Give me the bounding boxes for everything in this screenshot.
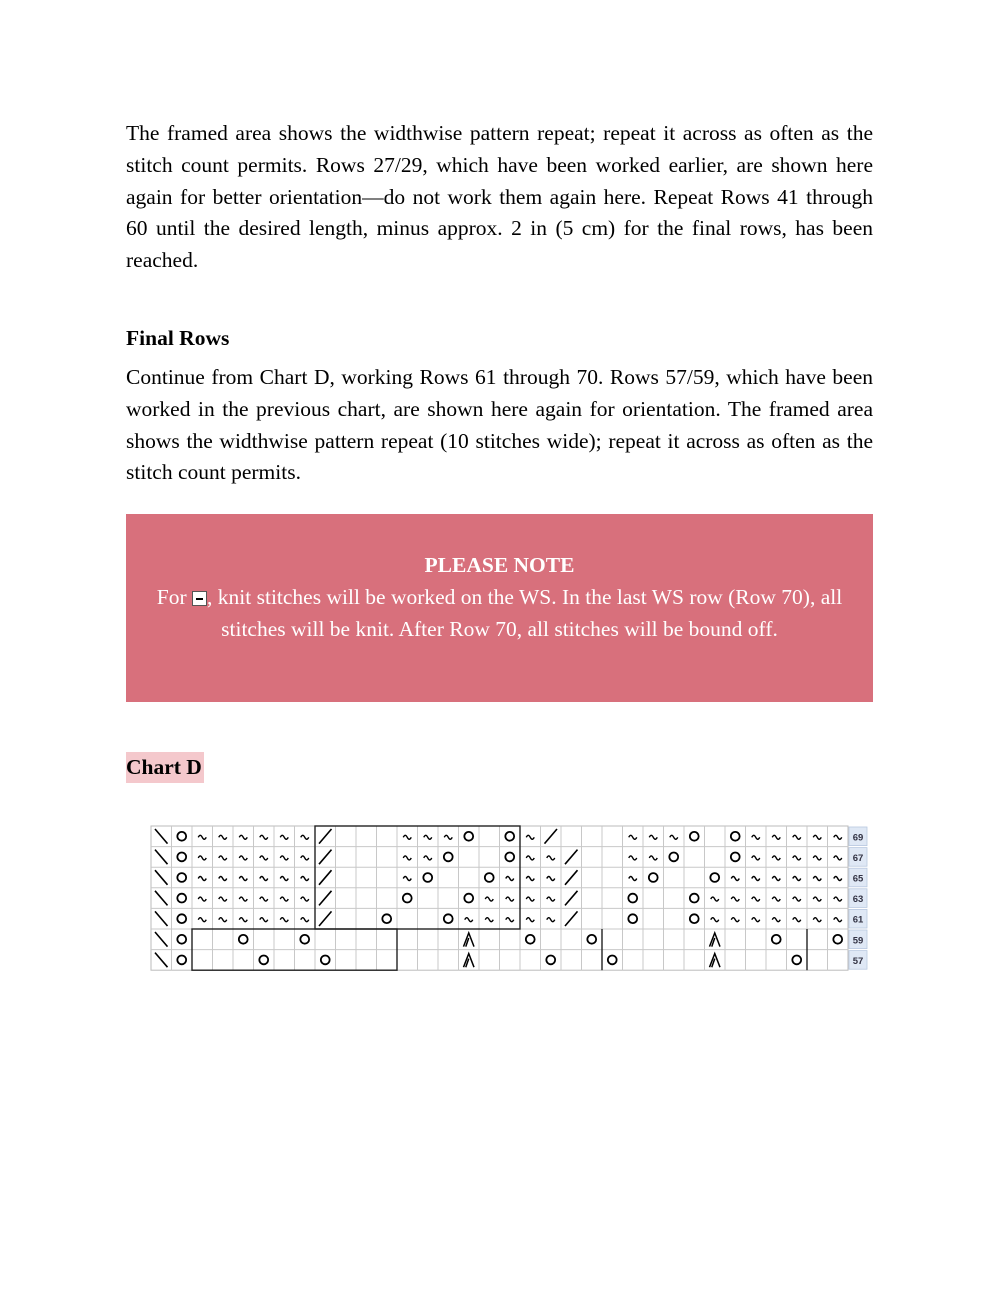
row-label: 65 [852,873,864,885]
row-label: 63 [852,894,864,906]
chart-title: Chart D [126,752,204,783]
final-rows-paragraph: Continue from Chart D, working Rows 61 through 70. Rows 57/59, which have been worked in the previous chart, are shown here again for orientation. The framed area shows the widthwise pattern repeat (10 stitches wide); repeat it across as often as the stitch count permits. [126,365,873,485]
intro-paragraph: The framed area shows the widthwise pattern repeat; repeat it across as often as the stitch count permits. Rows 27/29, which have been worked earlier, are shown here again for better orientation—do not work them again here. Repeat Rows 41 through 60 until the desired length, minus approx. 2 in (5 cm) for the final rows, has been reached. [126,121,873,273]
row-label: 59 [852,935,864,947]
row-label: 67 [852,852,864,864]
row-label: 57 [852,955,864,967]
row-label: 61 [852,914,864,926]
note-text-after-icon: , knit stitches will be worked on the WS. In the last WS row (Row 70), all stitches will be knit. After Row 70, all stitches will be bound off. [207,584,843,641]
row-label: 69 [852,832,864,844]
note-text-before-icon: For [156,584,193,609]
note-title: PLEASE NOTE [424,553,575,577]
section-heading-final-rows: Final Rows [126,326,230,350]
